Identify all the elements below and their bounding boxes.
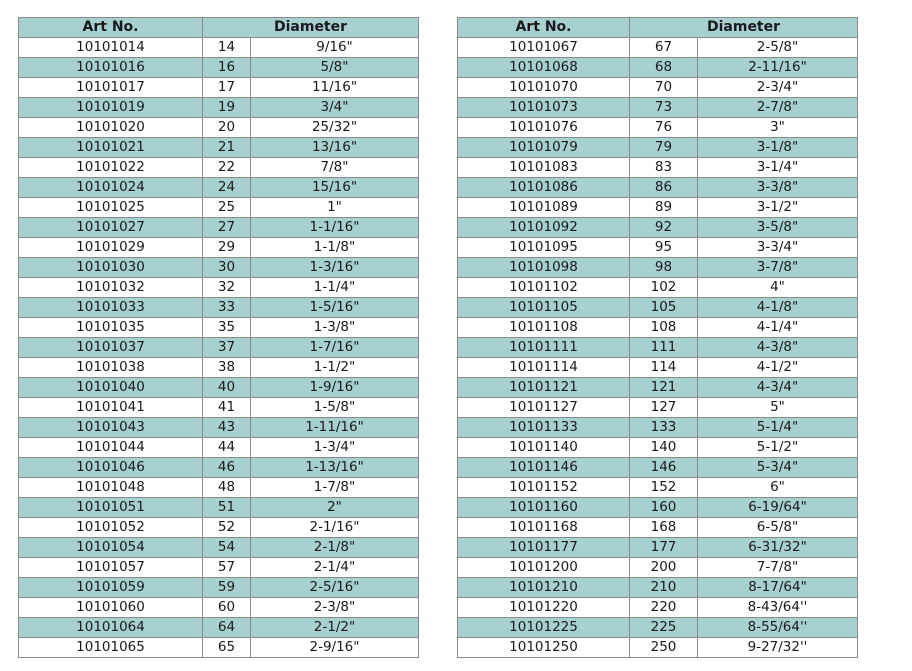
table-row — [19, 298, 419, 318]
art-no-cell: 10101059 — [19, 578, 203, 598]
diameter-inch-cell: 3-1/8" — [698, 138, 858, 158]
table-row — [19, 458, 419, 478]
diameter-mm-cell: 111 — [630, 338, 698, 358]
diameter-inch-cell: 4-3/8" — [698, 338, 858, 358]
diameter-mm-cell: 200 — [630, 558, 698, 578]
art-no-cell: 10101121 — [458, 378, 630, 398]
diameter-mm-cell: 127 — [630, 398, 698, 418]
diameter-inch-cell: 2-3/8" — [251, 598, 419, 618]
diameter-inch-cell: 2-1/4" — [251, 558, 419, 578]
diameter-mm-cell: 60 — [203, 598, 251, 618]
art-no-cell: 10101086 — [458, 178, 630, 198]
table-row — [458, 398, 858, 418]
art-no-cell: 10101067 — [458, 38, 630, 58]
table-row — [458, 518, 858, 538]
diameter-mm-cell: 76 — [630, 118, 698, 138]
table-row — [19, 578, 419, 598]
diameter-mm-cell: 68 — [630, 58, 698, 78]
diameter-mm-cell: 65 — [203, 638, 251, 658]
diameter-mm-cell: 27 — [203, 218, 251, 238]
table-row — [458, 558, 858, 578]
diameter-mm-cell: 17 — [203, 78, 251, 98]
table-row — [19, 598, 419, 618]
table-row — [19, 178, 419, 198]
diameter-mm-cell: 95 — [630, 238, 698, 258]
table-row — [19, 618, 419, 638]
column-header-diameter: Diameter — [630, 18, 858, 38]
diameter-mm-cell: 57 — [203, 558, 251, 578]
table-row — [458, 258, 858, 278]
art-no-cell: 10101054 — [19, 538, 203, 558]
art-no-cell: 10101060 — [19, 598, 203, 618]
diameter-inch-cell: 1-1/16" — [251, 218, 419, 238]
diameter-mm-cell: 108 — [630, 318, 698, 338]
diameter-mm-cell: 79 — [630, 138, 698, 158]
table-row — [458, 438, 858, 458]
art-no-cell: 10101043 — [19, 418, 203, 438]
art-no-cell: 10101098 — [458, 258, 630, 278]
table-row — [19, 278, 419, 298]
art-no-cell: 10101168 — [458, 518, 630, 538]
art-no-cell: 10101073 — [458, 98, 630, 118]
art-no-cell: 10101017 — [19, 78, 203, 98]
table-row — [19, 158, 419, 178]
table-row — [19, 438, 419, 458]
diameter-mm-cell: 19 — [203, 98, 251, 118]
column-header-art-no: Art No. — [458, 18, 630, 38]
art-no-cell: 10101111 — [458, 338, 630, 358]
table-row — [458, 218, 858, 238]
diameter-inch-cell: 3-7/8" — [698, 258, 858, 278]
table-row — [458, 178, 858, 198]
art-no-cell: 10101014 — [19, 38, 203, 58]
art-no-cell: 10101133 — [458, 418, 630, 438]
art-no-cell: 10101250 — [458, 638, 630, 658]
table-row — [458, 38, 858, 58]
diameter-inch-cell: 1-11/16" — [251, 418, 419, 438]
diameter-inch-cell: 1-1/2" — [251, 358, 419, 378]
diameter-mm-cell: 46 — [203, 458, 251, 478]
art-no-cell: 10101048 — [19, 478, 203, 498]
diameter-inch-cell: 7-7/8" — [698, 558, 858, 578]
art-no-cell: 10101064 — [19, 618, 203, 638]
diameter-inch-cell: 4-3/4" — [698, 378, 858, 398]
diameter-mm-cell: 33 — [203, 298, 251, 318]
table-right — [457, 17, 858, 658]
diameter-mm-cell: 225 — [630, 618, 698, 638]
art-no-cell: 10101041 — [19, 398, 203, 418]
diameter-mm-cell: 152 — [630, 478, 698, 498]
diameter-mm-cell: 64 — [203, 618, 251, 638]
diameter-mm-cell: 35 — [203, 318, 251, 338]
table-row — [458, 78, 858, 98]
art-no-cell: 10101038 — [19, 358, 203, 378]
diameter-mm-cell: 52 — [203, 518, 251, 538]
art-no-cell: 10101040 — [19, 378, 203, 398]
diameter-inch-cell: 6-31/32" — [698, 538, 858, 558]
diameter-inch-cell: 5/8" — [251, 58, 419, 78]
table-row — [458, 638, 858, 658]
art-no-cell: 10101027 — [19, 218, 203, 238]
art-no-cell: 10101057 — [19, 558, 203, 578]
table-row — [19, 638, 419, 658]
diameter-mm-cell: 25 — [203, 198, 251, 218]
diameter-inch-cell: 1-7/8" — [251, 478, 419, 498]
art-no-cell: 10101146 — [458, 458, 630, 478]
diameter-mm-cell: 250 — [630, 638, 698, 658]
table-row — [458, 298, 858, 318]
table-row — [19, 38, 419, 58]
table-row — [458, 98, 858, 118]
art-no-cell: 10101052 — [19, 518, 203, 538]
table-row — [19, 258, 419, 278]
diameter-inch-cell: 1-9/16" — [251, 378, 419, 398]
diameter-inch-cell: 2-1/16" — [251, 518, 419, 538]
diameter-inch-cell: 2-7/8" — [698, 98, 858, 118]
art-no-cell: 10101210 — [458, 578, 630, 598]
diameter-inch-cell: 1-5/16" — [251, 298, 419, 318]
diameter-mm-cell: 20 — [203, 118, 251, 138]
table-row — [458, 498, 858, 518]
art-no-cell: 10101046 — [19, 458, 203, 478]
art-no-cell: 10101152 — [458, 478, 630, 498]
diameter-inch-cell: 3" — [698, 118, 858, 138]
table-row — [19, 338, 419, 358]
art-no-cell: 10101037 — [19, 338, 203, 358]
diameter-mm-cell: 160 — [630, 498, 698, 518]
table-row — [19, 538, 419, 558]
diameter-inch-cell: 2-11/16" — [698, 58, 858, 78]
diameter-inch-cell: 3/4" — [251, 98, 419, 118]
table-row — [458, 378, 858, 398]
table-row — [19, 318, 419, 338]
table-row — [458, 418, 858, 438]
art-no-cell: 10101020 — [19, 118, 203, 138]
table-row — [19, 58, 419, 78]
diameter-inch-cell: 2-5/8" — [698, 38, 858, 58]
diameter-mm-cell: 98 — [630, 258, 698, 278]
table-row — [19, 238, 419, 258]
table-row — [458, 58, 858, 78]
art-no-cell: 10101079 — [458, 138, 630, 158]
diameter-inch-cell: 5" — [698, 398, 858, 418]
table-row — [458, 318, 858, 338]
diameter-inch-cell: 1-7/16" — [251, 338, 419, 358]
diameter-inch-cell: 1-5/8" — [251, 398, 419, 418]
art-no-cell: 10101102 — [458, 278, 630, 298]
diameter-mm-cell: 220 — [630, 598, 698, 618]
diameter-mm-cell: 44 — [203, 438, 251, 458]
art-no-cell: 10101083 — [458, 158, 630, 178]
art-no-cell: 10101022 — [19, 158, 203, 178]
diameter-mm-cell: 32 — [203, 278, 251, 298]
art-no-cell: 10101029 — [19, 238, 203, 258]
art-no-cell: 10101032 — [19, 278, 203, 298]
table-row — [19, 118, 419, 138]
table-row — [458, 618, 858, 638]
table-row — [19, 558, 419, 578]
diameter-mm-cell: 59 — [203, 578, 251, 598]
diameter-mm-cell: 51 — [203, 498, 251, 518]
diameter-inch-cell: 2" — [251, 498, 419, 518]
art-no-cell: 10101051 — [19, 498, 203, 518]
diameter-mm-cell: 48 — [203, 478, 251, 498]
table-row — [458, 158, 858, 178]
table-row — [458, 538, 858, 558]
diameter-inch-cell: 2-9/16" — [251, 638, 419, 658]
table-row — [458, 238, 858, 258]
diameter-mm-cell: 29 — [203, 238, 251, 258]
diameter-mm-cell: 73 — [630, 98, 698, 118]
diameter-mm-cell: 168 — [630, 518, 698, 538]
diameter-inch-cell: 2-3/4" — [698, 78, 858, 98]
diameter-inch-cell: 5-3/4" — [698, 458, 858, 478]
diameter-inch-cell: 1" — [251, 198, 419, 218]
table-row — [19, 418, 419, 438]
diameter-mm-cell: 38 — [203, 358, 251, 378]
table-row — [458, 358, 858, 378]
table-row — [458, 458, 858, 478]
diameter-inch-cell: 2-5/16" — [251, 578, 419, 598]
header-row — [19, 18, 419, 38]
art-no-cell: 10101108 — [458, 318, 630, 338]
diameter-inch-cell: 4" — [698, 278, 858, 298]
diameter-mm-cell: 70 — [630, 78, 698, 98]
art-no-cell: 10101021 — [19, 138, 203, 158]
diameter-mm-cell: 146 — [630, 458, 698, 478]
art-no-cell: 10101076 — [458, 118, 630, 138]
header-row — [458, 18, 858, 38]
diameter-mm-cell: 133 — [630, 418, 698, 438]
diameter-mm-cell: 210 — [630, 578, 698, 598]
table-row — [19, 218, 419, 238]
diameter-inch-cell: 6" — [698, 478, 858, 498]
art-no-cell: 10101068 — [458, 58, 630, 78]
art-no-cell: 10101044 — [19, 438, 203, 458]
diameter-inch-cell: 4-1/2" — [698, 358, 858, 378]
diameter-mm-cell: 54 — [203, 538, 251, 558]
diameter-inch-cell: 1-1/4" — [251, 278, 419, 298]
diameter-mm-cell: 177 — [630, 538, 698, 558]
table-left — [18, 17, 419, 658]
art-no-cell: 10101177 — [458, 538, 630, 558]
diameter-inch-cell: 3-5/8" — [698, 218, 858, 238]
diameter-mm-cell: 41 — [203, 398, 251, 418]
art-no-cell: 10101033 — [19, 298, 203, 318]
table-row — [19, 378, 419, 398]
diameter-mm-cell: 105 — [630, 298, 698, 318]
art-no-cell: 10101024 — [19, 178, 203, 198]
diameter-inch-cell: 3-3/4" — [698, 238, 858, 258]
diameter-inch-cell: 9-27/32'' — [698, 638, 858, 658]
diameter-inch-cell: 6-5/8" — [698, 518, 858, 538]
diameter-inch-cell: 3-3/8" — [698, 178, 858, 198]
diameter-inch-cell: 5-1/4" — [698, 418, 858, 438]
diameter-inch-cell: 15/16" — [251, 178, 419, 198]
diameter-inch-cell: 4-1/4" — [698, 318, 858, 338]
art-no-cell: 10101095 — [458, 238, 630, 258]
diameter-mm-cell: 83 — [630, 158, 698, 178]
art-no-cell: 10101127 — [458, 398, 630, 418]
diameter-mm-cell: 67 — [630, 38, 698, 58]
diameter-inch-cell: 8-17/64" — [698, 578, 858, 598]
table-row — [458, 138, 858, 158]
table-row — [458, 598, 858, 618]
diameter-mm-cell: 86 — [630, 178, 698, 198]
art-no-cell: 10101016 — [19, 58, 203, 78]
art-no-cell: 10101092 — [458, 218, 630, 238]
table-row — [19, 98, 419, 118]
table-row — [458, 578, 858, 598]
table-row — [19, 198, 419, 218]
table-row — [19, 358, 419, 378]
table-row — [458, 478, 858, 498]
art-no-cell: 10101070 — [458, 78, 630, 98]
diameter-inch-cell: 11/16" — [251, 78, 419, 98]
art-no-cell: 10101225 — [458, 618, 630, 638]
table-row — [458, 198, 858, 218]
table-row — [458, 278, 858, 298]
diameter-mm-cell: 14 — [203, 38, 251, 58]
diameter-mm-cell: 24 — [203, 178, 251, 198]
diameter-inch-cell: 1-3/16" — [251, 258, 419, 278]
art-no-cell: 10101200 — [458, 558, 630, 578]
diameter-mm-cell: 30 — [203, 258, 251, 278]
art-no-cell: 10101019 — [19, 98, 203, 118]
art-no-cell: 10101089 — [458, 198, 630, 218]
diameter-inch-cell: 2-1/2" — [251, 618, 419, 638]
diameter-inch-cell: 6-19/64" — [698, 498, 858, 518]
table-row — [19, 498, 419, 518]
art-no-cell: 10101140 — [458, 438, 630, 458]
diameter-inch-cell: 25/32" — [251, 118, 419, 138]
diameter-mm-cell: 102 — [630, 278, 698, 298]
diameter-mm-cell: 40 — [203, 378, 251, 398]
diameter-mm-cell: 37 — [203, 338, 251, 358]
column-header-art-no: Art No. — [19, 18, 203, 38]
art-no-cell: 10101105 — [458, 298, 630, 318]
diameter-inch-cell: 2-1/8" — [251, 538, 419, 558]
art-no-cell: 10101114 — [458, 358, 630, 378]
table-row — [19, 78, 419, 98]
art-no-cell: 10101035 — [19, 318, 203, 338]
table-row — [458, 338, 858, 358]
diameter-inch-cell: 1-3/4" — [251, 438, 419, 458]
table-row — [19, 138, 419, 158]
column-header-diameter: Diameter — [203, 18, 419, 38]
diameter-inch-cell: 4-1/8" — [698, 298, 858, 318]
art-no-cell: 10101030 — [19, 258, 203, 278]
table-row — [458, 118, 858, 138]
diameter-inch-cell: 9/16" — [251, 38, 419, 58]
diameter-mm-cell: 121 — [630, 378, 698, 398]
art-no-cell: 10101220 — [458, 598, 630, 618]
diameter-inch-cell: 13/16" — [251, 138, 419, 158]
diameter-inch-cell: 8-43/64'' — [698, 598, 858, 618]
table-row — [19, 478, 419, 498]
diameter-inch-cell: 1-1/8" — [251, 238, 419, 258]
art-no-cell: 10101065 — [19, 638, 203, 658]
table-row — [19, 518, 419, 538]
diameter-mm-cell: 140 — [630, 438, 698, 458]
diameter-inch-cell: 7/8" — [251, 158, 419, 178]
diameter-mm-cell: 92 — [630, 218, 698, 238]
diameter-mm-cell: 43 — [203, 418, 251, 438]
art-no-cell: 10101025 — [19, 198, 203, 218]
diameter-inch-cell: 3-1/2" — [698, 198, 858, 218]
diameter-inch-cell: 8-55/64'' — [698, 618, 858, 638]
table-row — [19, 398, 419, 418]
diameter-mm-cell: 114 — [630, 358, 698, 378]
diameter-inch-cell: 1-13/16" — [251, 458, 419, 478]
diameter-mm-cell: 22 — [203, 158, 251, 178]
diameter-inch-cell: 1-3/8" — [251, 318, 419, 338]
diameter-mm-cell: 16 — [203, 58, 251, 78]
diameter-inch-cell: 3-1/4" — [698, 158, 858, 178]
diameter-inch-cell: 5-1/2" — [698, 438, 858, 458]
diameter-mm-cell: 89 — [630, 198, 698, 218]
diameter-mm-cell: 21 — [203, 138, 251, 158]
art-no-cell: 10101160 — [458, 498, 630, 518]
